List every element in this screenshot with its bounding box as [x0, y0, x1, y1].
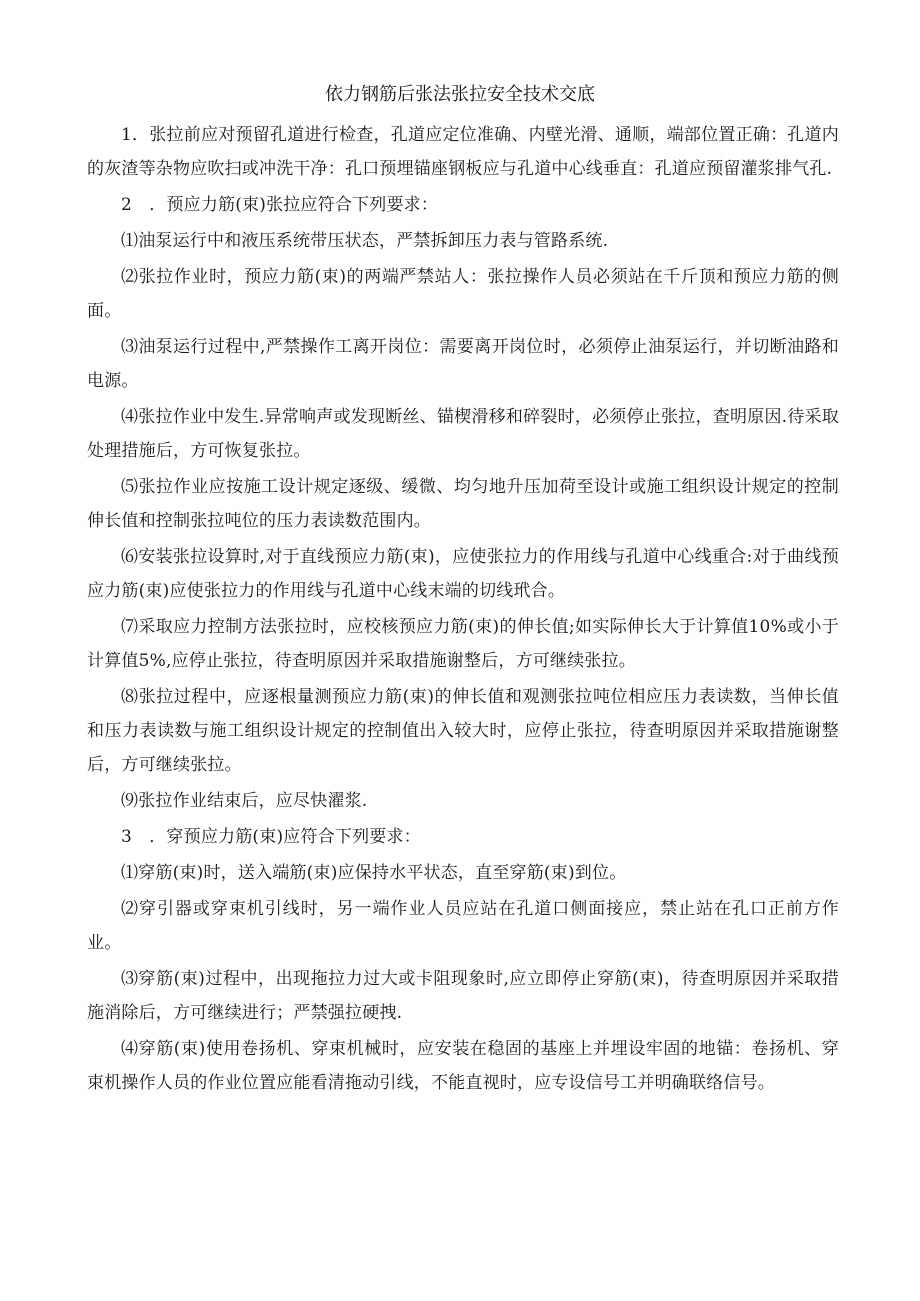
paragraph-2-9: ⑼张拉作业结束后，应尽快濯浆.: [121, 791, 368, 811]
paragraph-3-1: ⑴穿筋(束)时，送入端筋(束)应保持水平状态，直至穿筋(束)到位。: [121, 863, 627, 883]
paragraph-3-4: ⑷穿筋(束)使用卷扬机、穿束机械时，应安装在稳固的基座上并埋设牢固的地锚：卷扬机、穿束机操作人员的作业位置应能看清拖动引线，不能直视时，应专设信号工并明确联络信号。: [87, 1039, 839, 1093]
paragraph-2-6: ⑹安装张拉设算时,对于直线预应力筋(束)，应使张拉力的作用线与孔道中心线重合:对于曲线预应力筋(束)应使张拉力的作用线与孔道中心线末端的切线玳合。: [87, 547, 839, 601]
paragraph-2-2: ⑵张拉作业时，预应力筋(束)的两端严禁站人：张拉操作人员必须站在千斤顶和预应力筋的侧面。: [87, 267, 839, 321]
paragraph-2-8: ⑻张拉过程中，应逐根量测预应力筋(束)的伸长值和观测张拉吨位相应压力表读数，当伸长值和压力表读数与施工组织设计规定的控制值出入较大时，应停止张拉，待查明原因并采取措施谢整后，方可继续张拉。: [87, 687, 839, 775]
paragraph-2-7: ⑺采取应力控制方法张拉时，应校核预应力筋(束)的伸长值;如实际伸长大于计算值10%或小于计算值5%,应停止张拉，待查明原因并采取措施谢整后，方可继续张拉。: [87, 617, 839, 671]
paragraph-2-4: ⑷张拉作业中发生.异常响声或发现断丝、锚楔滑移和碎裂时，必须停止张拉，查明原因.待采取处理措施后，方可恢复张拉。: [87, 407, 839, 461]
paragraph-1: 1．张拉前应对预留孔道进行检查，孔道应定位准确、内壁光滑、通顺，端部位置正确：孔道内的灰渣等杂物应吹扫或冲洗干净：孔口预埋锚座钢板应与孔道中心线垂直：孔道应预留灌浆排气孔.: [87, 125, 839, 179]
paragraph-2-1: ⑴油泵运行中和液压系统带压状态，严禁拆卸压力表与管路系统.: [121, 231, 609, 251]
paragraph-2: 2 ．预应力筋(束)张拉应符合下列要求：: [121, 195, 439, 215]
document-body: [87, 118, 839, 1100]
document-title: 依力钢筋后张法张拉安全技术交底: [325, 84, 595, 105]
paragraph-2-3: ⑶油泵运行过程中,严禁操作工离开岗位：需要离开岗位时，必须停止油泵运行，并切断油路和电源。: [87, 337, 839, 391]
paragraph-3-2: ⑵穿引器或穿束机引线时，另一端作业人员应站在孔道口侧面接应，禁止站在孔口正前方作业。: [87, 899, 839, 953]
paragraph-3-3: ⑶穿筋(束)过程中，出现拖拉力过大或卡阻现象时,应立即停止穿筋(束)，待查明原因并采取措施消除后，方可继续进行；严禁强拉硬拽.: [87, 969, 839, 1023]
paragraph-3: 3 ．穿预应力筋(束)应符合下列要求：: [121, 827, 421, 847]
paragraph-2-5: ⑸张拉作业应按施工设计规定逐级、缓微、均匀地升压加荷至设计或施工组织设计规定的控制伸长值和控制张拉吨位的压力表读数范围内。: [87, 477, 839, 531]
